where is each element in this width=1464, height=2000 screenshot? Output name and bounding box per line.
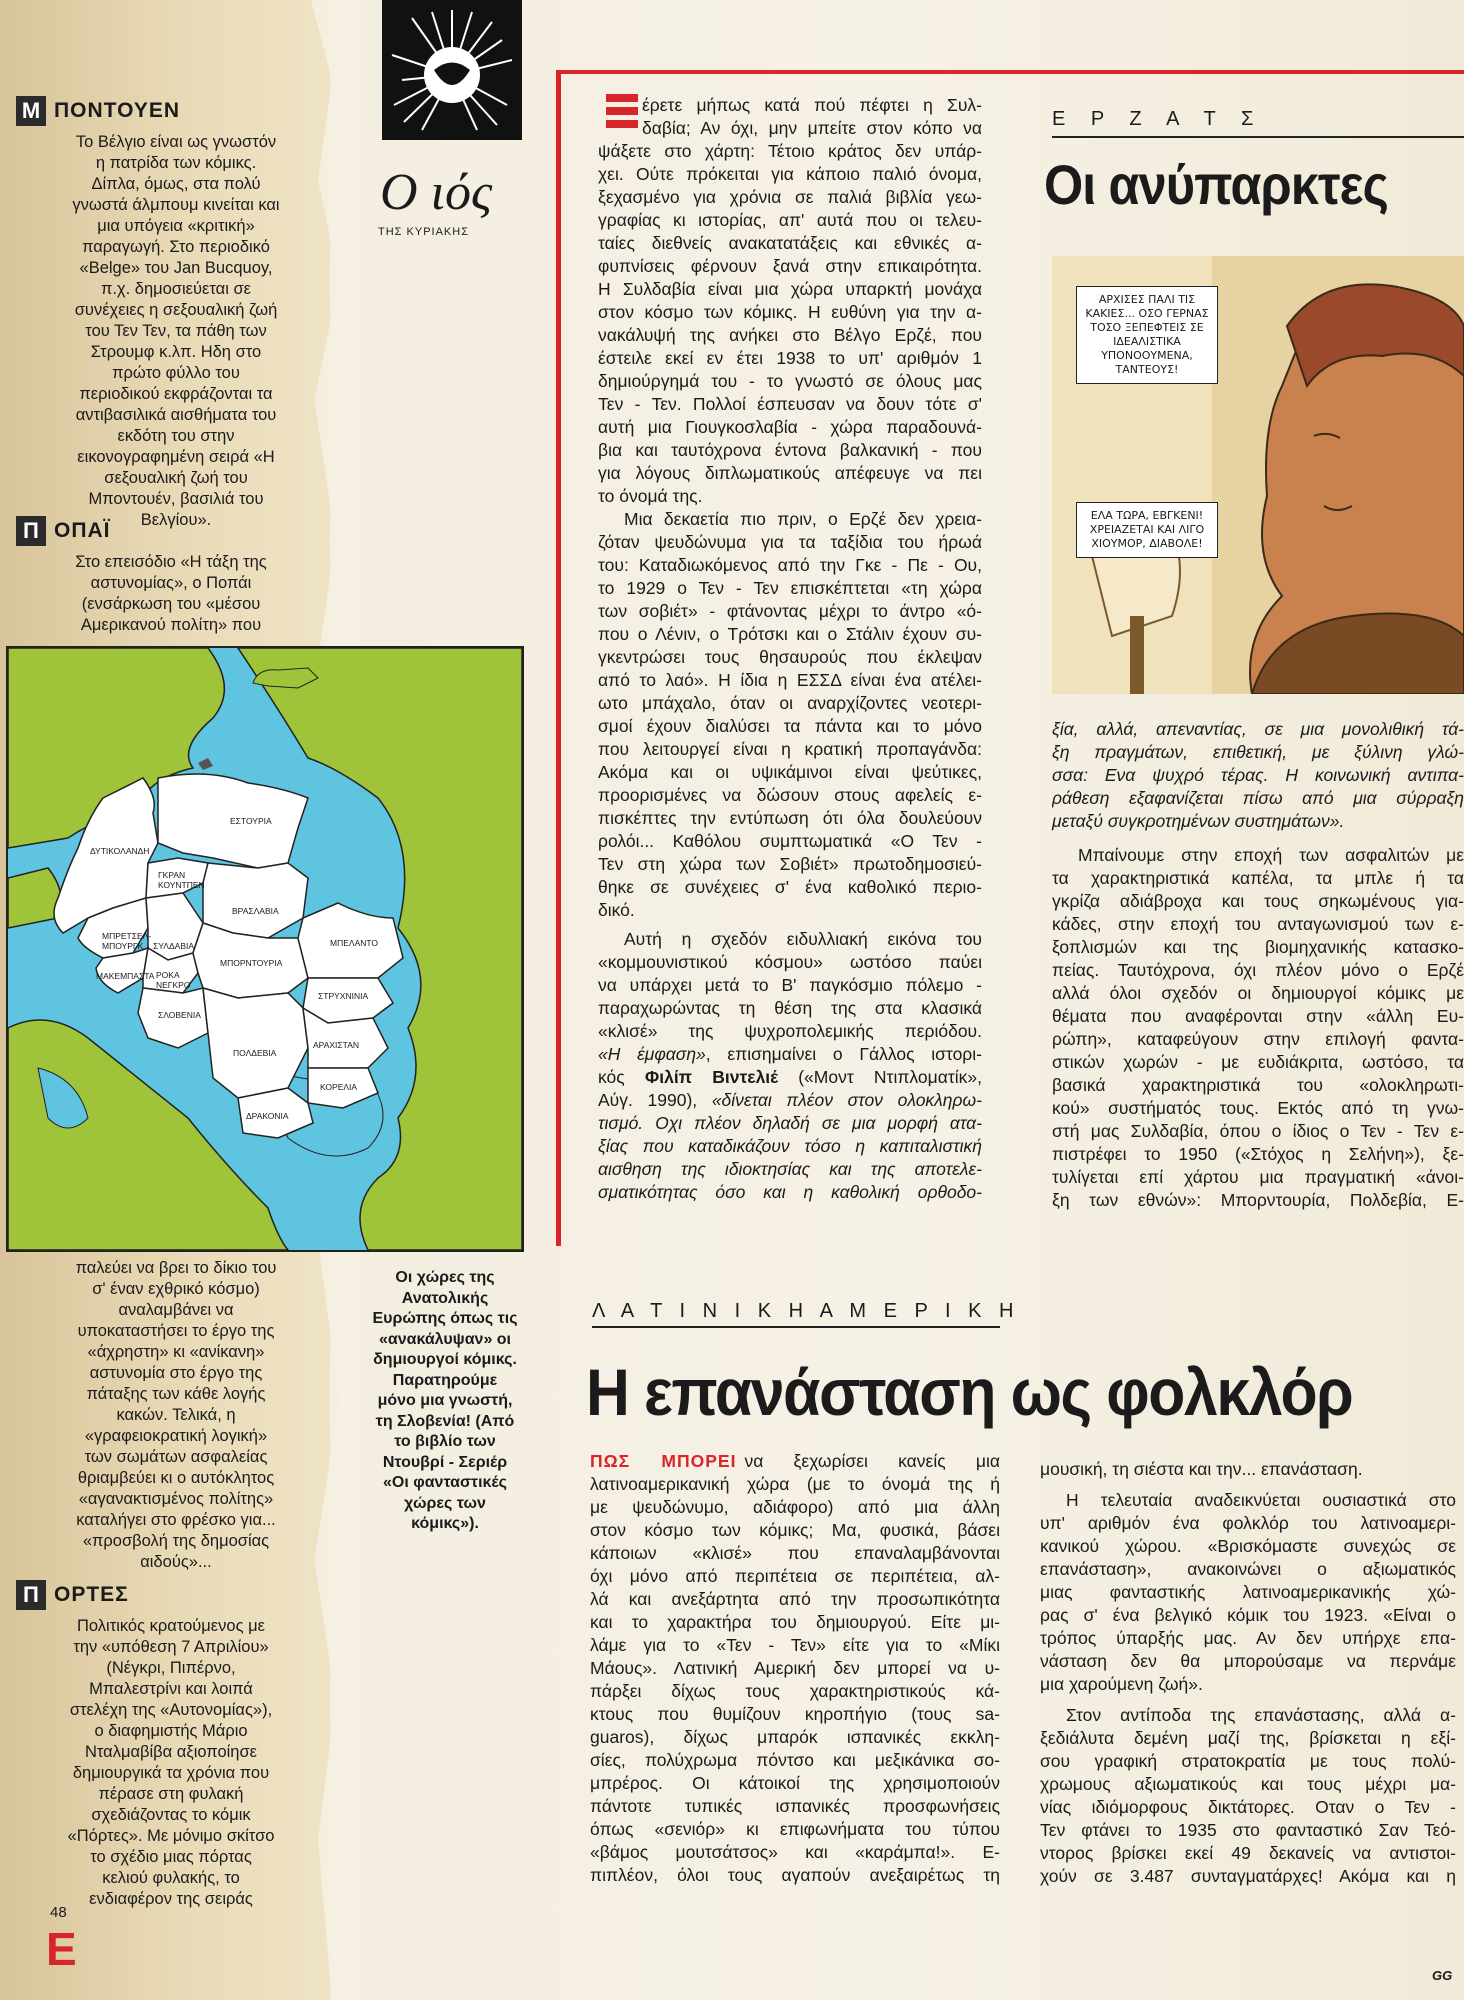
text-line: σματικότητας όσο και η καθολική ορθοδο-	[598, 1182, 982, 1202]
left-section-ponto	[16, 96, 306, 531]
text-line: θηκε σε συνέχειες σ' ένα καθολικό περιο-	[598, 877, 982, 897]
quote-line	[598, 1089, 982, 1112]
map-label: ΚΟΡΕΛΙΑ	[320, 1082, 358, 1092]
text-line: λά και ανεξάρτητα από την προσωπικότητα	[590, 1589, 1000, 1609]
text-line: νάσταση δεν θα μπορούσαμε να περνάμε	[1040, 1651, 1456, 1671]
text-line: π.χ. δημοσιεύεται σε	[100, 280, 252, 298]
caption-line: Παρατηρούμε	[392, 1371, 498, 1389]
section-initial: Π	[16, 516, 46, 546]
text-line: πισκέπτες την εντύπωση ότι όλα δουλεύουν	[598, 808, 982, 828]
text-line: για λόγους διπλωματικούς απέφευγε να πει	[598, 463, 982, 483]
text-line: Μάους». Λατινική Αμερική δεν μπορεί να υ-	[590, 1658, 1000, 1678]
text-line: ξία, αλλά, απεναντίας, σε μια μονολιθική τά-	[1052, 719, 1464, 739]
text-line: επανάσταση», ανακοινώνει ο αξιωματικός	[1040, 1559, 1456, 1579]
kicker-rule	[1052, 136, 1464, 138]
text-line: χει. Ούτε πρόκειται για κάποιο παλιό όνομα,	[598, 164, 982, 184]
quote-text: Αύγ. 1990),	[598, 1090, 712, 1110]
text-line: ενδιαφέρον της σειράς	[89, 1890, 253, 1908]
text-line: στελέχη της «Αυτονομίας»),	[69, 1701, 273, 1719]
text-line: όχι μόνο από περιπέτεια σε περιπέτεια, αλ-	[590, 1566, 1000, 1586]
text-line: Στο επεισόδιο «Η τάξη της	[75, 553, 267, 571]
text-line: προορισμένες να δώσουν στους αφελείς ε-	[598, 785, 982, 805]
text-line: πείας. Ταυτόχρονα, όχι πλέον μόνο ο Ερζέ	[1052, 960, 1464, 980]
text-line: βια και ταυτόχρονα έντονα βαλκανική - που	[598, 440, 982, 460]
quote-line	[598, 1066, 982, 1089]
text-line: Μια δεκαετία πιο πριν, ο Ερζέ δεν χρεια-	[624, 509, 982, 529]
text-line: κακών. Τελικά, η	[116, 1406, 236, 1424]
text-line: Τεν στη χώρα των Σοβιέτ» πρωτοδημοσιεύ-	[598, 854, 982, 874]
left-section-opai	[16, 516, 306, 636]
text-line: νίας ιδιόμορφους δικτάτορες. Οταν ο Τεν -	[1040, 1797, 1456, 1817]
text-line: «βάμος μουτσάτσος» και «καράμπα!». Ε-	[590, 1842, 1000, 1862]
text-line: έρετε μήπως κατά πού πέφτει η Συλ-	[642, 95, 982, 115]
text-line: πάταξης των κάθε λογής	[86, 1385, 266, 1403]
text-line: αστυνομίας», ο Ποπάι	[90, 574, 252, 592]
text-line: ρας σ' ένα βελγικό κόμικ του 1923. «Είναι ο	[1040, 1605, 1456, 1625]
text-line: πρώτο φύλλο του	[112, 364, 240, 382]
left-section-portes	[16, 1580, 306, 1910]
text-line: το όνομά της.	[598, 486, 703, 506]
lead-in: ΠΩΣ ΜΠΟΡΕΙ	[590, 1451, 737, 1471]
text-line: την «υπόθεση 7 Απριλίου»	[73, 1638, 269, 1656]
text-line: έστειλε εκεί εν έτει 1938 το υπ' αριθμόν 1	[598, 348, 982, 368]
text-line: ρολόι... Καθόλου συμπτωματικά «Ο Τεν -	[598, 831, 982, 851]
text-line: μπρέρος. Οι κάτοικοί της χρησιμοποιούν	[590, 1773, 1000, 1793]
text-line: μιας φανταστικής λατινοαμερικανικής χώ-	[1040, 1582, 1456, 1602]
map-label: ΕΣΤΟΥΡΙΑ	[230, 816, 272, 826]
text-line: αναλαμβάνει να	[118, 1301, 234, 1319]
map-graphic	[8, 648, 522, 1250]
quote-text: «Η έμφαση»	[598, 1044, 706, 1064]
text-line: γραφίας κι ιστορίας, απ' αυτά που οι τελευ-	[598, 210, 982, 230]
text-line: καταλήγει στο φρέσκο για...	[76, 1511, 276, 1529]
text-line: Στρουμφ κ.λπ. Ηδη στο	[90, 343, 262, 361]
magazine-letter: Ε	[46, 1923, 77, 1975]
map-label: ΠΟΛΔΕΒΙΑ	[233, 1048, 277, 1058]
text-line: σμοί έχουν διαλύσει τα πάντα και το μόνο	[598, 716, 982, 736]
map-label: ΜΑΚΕΜΠΑΣΤΑ	[96, 971, 155, 981]
text-line: να ξεχωρίσει κανείς μια	[744, 1451, 1000, 1471]
quote-line	[598, 1043, 982, 1066]
text-line: κελιού φυλακής, το	[102, 1869, 240, 1887]
section-text	[16, 1616, 306, 1910]
text-line: Μποντουέν, βασιλιά του	[88, 490, 264, 508]
caption-line: δημιουργοί κόμικς.	[373, 1351, 517, 1368]
text-line: σεξουαλική ζωή του	[104, 469, 248, 487]
text-line: θριαμβεύει κι ο αυτόκλητος	[77, 1469, 275, 1487]
text-line: Βελγίου».	[140, 511, 212, 529]
text-line: μια υπόγεια «κριτική»	[97, 217, 255, 235]
virus-icon	[382, 0, 522, 140]
text-line: παραγωγή. Στο περιοδικό	[82, 238, 270, 256]
text-line: γκρίζα αδιάβροχα και τους σηκωμένους για-	[1052, 891, 1464, 911]
frame-left-rule	[556, 70, 561, 1246]
article3-kicker: Λ Α Τ Ι Ν Ι Κ Η Α Μ Ε Ρ Ι Κ Η	[592, 1300, 1020, 1322]
text-line: πιστρέφει το 1950 («Στόχος η Σελήνη»), ξε-	[1052, 1144, 1464, 1164]
text-line: σ' έναν εχθρικό κόσμο)	[92, 1280, 260, 1298]
text-line: από το λαό». Η ίδια η ΕΣΣΔ είναι ένα ατέλει-	[598, 670, 982, 690]
text-line: να υπάρχει μετά το Β' παγκόσμιο πόλεμο -	[598, 975, 982, 995]
section-initial: Μ	[16, 96, 46, 126]
text-line: συνέχειες η σεξουαλική ζωή	[74, 301, 278, 319]
text-line: σίες, πολύχρωμα πόντσο και μεξικάνικα σο-	[590, 1750, 1000, 1770]
section-text	[16, 552, 306, 636]
text-line: Αυτή η σχεδόν ειδυλλιακή εικόνα του	[624, 929, 982, 949]
section-initial: Π	[16, 1580, 46, 1610]
text-line: δικό.	[598, 900, 635, 920]
caption-line: Ντουβρί - Σεριέρ	[382, 1453, 508, 1471]
text-line: που ο Λένιν, ο Τρότσκι και ο Στάλιν έχουν συ-	[598, 624, 982, 644]
logo-subtitle: ΤΗΣ ΚΥΡΙΑΚΗΣ	[378, 226, 470, 238]
text-line: στον κόσμο των κόμικς. Η ευθύνη για την α-	[598, 302, 982, 322]
logo-title: Ο ιός	[380, 164, 493, 221]
caption-line: τη Σλοβενία! (Από	[375, 1412, 515, 1430]
map-label: ΜΠΡΕΤΣΕΛ-ΜΠΟΥΡΓΚ	[102, 931, 152, 951]
article3-column2	[1040, 1458, 1456, 1888]
map-label: ΓΚΡΑΝ ΚΟΥΝΤΠΕΝ	[158, 870, 205, 890]
map-label: ΑΡΑΧΙΣΤΑΝ	[313, 1040, 360, 1050]
text-line: κού» συστήματός τους. Εκτός από τη γνω-	[1052, 1098, 1464, 1118]
caption-line: Ευρώπης όπως τις	[372, 1310, 518, 1327]
text-line: «άχρηστη» κι «ανίκανη»	[87, 1343, 265, 1361]
kicker-rule	[592, 1326, 1000, 1328]
text-line: σου γραφική στρατοκρατία με τους πολύ-	[1040, 1751, 1456, 1771]
text-line: περιοδικού εκφράζονται τα	[79, 385, 273, 403]
text-line: guaros), δίχως μπαρόκ ισπανικές εκκλη-	[590, 1727, 1000, 1747]
map-label: ΔΡΑΚΟΝΙΑ	[246, 1111, 289, 1121]
text-line: ζόταν ψευδώνυμα για τα ταξίδια του ήρωά	[598, 532, 982, 552]
text-line: και το χαρακτήρα του δημιουργού. Είτε μι-	[590, 1612, 1000, 1632]
map-label: ΔΥΤΙΚΟΛΑΝΔΗ	[90, 846, 150, 856]
text-line: «Belge» του Jan Bucquoy,	[79, 259, 273, 277]
article2-body	[1052, 844, 1464, 1212]
text-line: το 1929 ο Τεν - Τεν επισκέπτεται «τη χώρα	[598, 578, 982, 598]
text-line: (ενσάρκωση του «μέσου	[81, 595, 261, 613]
article3-column1	[590, 1450, 1000, 1887]
text-line: αντιβασιλικά αισθήματα του	[75, 406, 277, 424]
text-line: Πολιτικός κρατούμενος με	[77, 1617, 265, 1635]
caption-line: χώρες των	[404, 1494, 486, 1512]
text-line: του: Καταδιωκόμενος από την Γκε - Πε - Ου,	[598, 555, 982, 575]
map-label: ΜΠΕΛΑΝΤΟ	[330, 938, 379, 948]
article2-kicker: Ε Ρ Ζ Α Τ Σ	[1052, 108, 1264, 130]
virus-logo	[382, 0, 522, 140]
text-line: σσα: Ενα ψυχρό τέρας. Η κοινωνική αντιπα-	[1052, 765, 1464, 785]
text-line: Η Συλδαβία είναι μια χώρα υπαρκτή μονάχα	[598, 279, 982, 299]
text-line: εικονογραφημένη σειρά «Η	[77, 448, 275, 466]
text-line: κάδες, στην εποχή του ανταγωνισμού των ε-	[1052, 914, 1464, 934]
map-label: ΣΤΡΥΧΝΙΝΙΑ	[318, 991, 369, 1001]
section-text	[16, 132, 306, 531]
text-line: που λειτουργεί είναι η κρατική προπαγάνδα:	[598, 739, 982, 759]
map-label: ΣΥΛΔΑΒΙΑ	[153, 941, 195, 951]
map-caption	[355, 1268, 535, 1535]
text-line: ψάξετε στο χάρτη: Τέτοιο κράτος δεν υπάρ-	[598, 141, 982, 161]
text-line: Τεν φτάνει το 1935 στο φανταστικό Σαν Τεό-	[1040, 1820, 1456, 1840]
text-line: μουσική, τη σιέστα και την... επανάσταση.	[1040, 1459, 1363, 1479]
text-line: των σοβιέτ» - φτάνοντας μέχρι το άντρο «ό-	[598, 601, 982, 621]
text-line: ξίας που καταδικάζουν τόσο η καπιταλιστική	[598, 1136, 982, 1156]
text-line: «αγανακτισμένος πολίτης»	[78, 1490, 274, 1508]
text-line: Τεν - Τεν. Πολλοί έσπευσαν να δουν τότε σ'	[598, 394, 982, 414]
caption-line: Οι χώρες της	[395, 1269, 495, 1286]
article2-headline: Οι ανύπαρκτες	[1044, 153, 1388, 216]
text-line: κάποιων «κλισέ» που επαναλαμβάνονται	[590, 1543, 1000, 1563]
text-line: θέματα που αναφέρονται στην «άλλη Ευ-	[1052, 1006, 1464, 1026]
text-line: βασικά χαρακτηριστικά του «ολοκληρωτι-	[1052, 1075, 1464, 1095]
text-line: παραχωρώντας τη θέση της στα κλασικά	[598, 998, 982, 1018]
text-line: μεταξύ συγκροτημένων συστημάτων».	[1052, 811, 1345, 831]
text-line: πιπλέον, όλοι τους αγαπούν ανεξαιρέτως τη	[590, 1865, 1000, 1885]
text-line: τυλίγεται επί χάρτου μια πραγματική «άνοι-	[1052, 1167, 1464, 1187]
text-line: στικών χωρών - με ευδιάκριτα, ωστόσο, τα	[1052, 1052, 1464, 1072]
text-line: Το Βέλγιο είναι ως γνωστόν	[75, 133, 277, 151]
text-line: ξοπλισμών και της βιομηχανικής κατασκο-	[1052, 937, 1464, 957]
quote-text: , επισημαίνει ο Γάλλος ιστορι-	[705, 1044, 982, 1064]
text-line: χούν σε 3.487 συνταγματάρχες! Ακόμα και η	[1040, 1866, 1456, 1886]
text-line: μια χαρούμενη ζωή».	[1040, 1674, 1203, 1694]
person-name: Φιλίπ Βιντελιέ	[644, 1067, 779, 1087]
text-line: ξη των εθνών»: Μπορντουρία, Πολδεβία, Ε-	[1052, 1190, 1464, 1210]
text-line: πέρασε στη φυλακή	[98, 1785, 244, 1803]
text-line: Δίπλα, όμως, στα πολύ	[91, 175, 261, 193]
map-label: ΜΠΟΡΝΤΟΥΡΙΑ	[220, 958, 283, 968]
text-line: τα χαρακτηριστικά καπέλα, τα μπλε ή τα	[1052, 868, 1464, 888]
text-line: Στον αντίποδα της επανάστασης, αλλά α-	[1066, 1705, 1456, 1725]
text-line: δαβία; Αν όχι, μην μπείτε στον κόπο να	[642, 118, 982, 138]
text-line: ξη πραγμάτων, επιθετική, με ξύλινη γλώ-	[1052, 742, 1464, 762]
map-label: ΣΛΟΒΕΝΙΑ	[158, 1010, 201, 1020]
text-line: κανικού χώρου. «Βρισκόμαστε συνεχώς σε	[1040, 1536, 1456, 1556]
text-line: «κλισέ» της ψυχροπολεμικής περιόδου.	[598, 1021, 982, 1041]
section-heading: ΠΟΝΤΟΥΕΝ	[54, 99, 181, 122]
text-line: ο διαφημιστής Μάριο	[94, 1722, 248, 1740]
text-line: «προσβολή της δημοσίας	[82, 1532, 270, 1550]
text-line: πάρξει δίχως τους χαρακτηριστικούς κά-	[590, 1681, 1000, 1701]
europe-map	[6, 646, 524, 1252]
text-line: εκδότη του στην	[117, 427, 235, 445]
article1-body	[598, 94, 982, 1204]
text-line: πάντοτε τυπικές ισπανικές προσφωνήσεις	[590, 1796, 1000, 1816]
text-line: χρωμους αξιωματικούς και τους μέχρι μα-	[1040, 1774, 1456, 1794]
watermark: GG	[1432, 1968, 1453, 1983]
text-line: δημιούργημά του - το γνωστό σε όλους μας	[598, 371, 982, 391]
text-line: του Τεν Τεν, τα πάθη των	[85, 322, 267, 340]
article3-headline: Η επανάσταση ως φολκλόρ	[586, 1355, 1353, 1429]
text-line: η πατρίδα των κόμικς.	[95, 154, 257, 172]
text-line: Ακόμα και οι υψικάμινοι είναι ψεύτικες,	[598, 762, 982, 782]
text-line: (Νέγκρι, Πιπέρνο,	[106, 1659, 236, 1677]
caption-line: το βιβλίο των	[394, 1433, 496, 1450]
text-line: ωτο μπάχαλο, όταν οι αναρχίζοντες νεοτερι-	[598, 693, 982, 713]
text-line: λατινοαμερικανική χώρα (με το όνομά της ή	[590, 1474, 1000, 1494]
quote-text: κός	[598, 1067, 645, 1087]
lead-line	[590, 1450, 1000, 1473]
map-label: ΒΡΑΣΛΑΒΙΑ	[232, 906, 279, 916]
text-line: το σχέδιο μιας πόρτας	[90, 1848, 252, 1866]
text-line: Μπαίνουμε στην εποχή των ασφαλιτών με	[1078, 845, 1464, 865]
text-line: «Πόρτες». Με μόνιμο σκίτσο	[67, 1827, 275, 1845]
text-line: στή μας Συλδαβία, όπου ο ίδιος ο Τεν - Τεν ε-	[1052, 1121, 1464, 1141]
text-line: ξεχασμένο για χρόνια σε παλιά βιβλία γεω-	[598, 187, 982, 207]
text-line: υπ' αριθμόν ένα φολκλόρ του λατινοαμερι-	[1040, 1513, 1456, 1533]
text-line: τισμό. Οχι πλέον δηλαδή σε μια μορφή ατα-	[598, 1113, 982, 1133]
map-label: ΡΟΚΑ ΝΕΓΚΡΟ	[156, 970, 191, 990]
text-line: ντορος βρίσκει εκεί 49 δεκανείς να αντιστοι-	[1040, 1843, 1456, 1863]
section-heading: ΟΠΑΪ	[54, 519, 111, 542]
section-heading: ΟΡΤΕΣ	[54, 1583, 129, 1606]
text-line: λάμε για το «Τεν - Τεν» είτε για το «Μίκι	[590, 1635, 1000, 1655]
text-line: ταίες διεθνείς ανακατατάξεις και εθνικές α-	[598, 233, 982, 253]
text-line: δημιουργικά τα χρόνια που	[72, 1764, 270, 1782]
text-line: Μπαλεστρίνι και λοιπά	[89, 1680, 253, 1698]
text-line: ρώπη», καταφεύγουν στην επιλογή φαντα-	[1052, 1029, 1464, 1049]
left-section-opai-continued	[16, 1258, 316, 1573]
text-line: αυτή μια Γιουγκοσλαβία - χώρα παραδουνά-	[598, 417, 982, 437]
text-line: σχεδιάζοντας το κόμικ	[91, 1806, 251, 1824]
caption-line: Ανατολικής	[401, 1289, 489, 1307]
quote-text: («Μοντ Ντιπλοματίκ»,	[778, 1067, 982, 1087]
text-line: αισθηση της ιδιοκτησίας και της αποτελε-	[598, 1159, 982, 1179]
text-line: τρόπος ύπαρξής μας. Αν δεν υπήρχε επα-	[1040, 1628, 1456, 1648]
text-line: Η τελευταία αναδεικνύεται ουσιαστικά στο	[1066, 1490, 1456, 1510]
comic-panel	[1052, 256, 1464, 694]
page-number: 48	[50, 1904, 67, 1921]
text-line: «κομμουνιστικού κόσμου» ωστόσο παύει	[598, 952, 982, 972]
text-line: στον κόσμο των κόμικς; Μα, φυσικά, βάσει	[590, 1520, 1000, 1540]
text-line: γκεντρώσει τους θησαυρούς που έκλεψαν	[598, 647, 982, 667]
text-line: όπως «σενιόρ» κι επιφωνήματα του τύπου	[590, 1819, 1000, 1839]
text-line: αλλά όλοι σχεδόν οι δημιουργοί κόμικς με	[1052, 983, 1464, 1003]
text-line: Νταλμαβίβα αξιοποίησε	[84, 1743, 258, 1761]
text-line: των σωμάτων ασφαλείας	[84, 1448, 268, 1466]
section-text	[16, 1258, 316, 1573]
text-line: νακάλυψή της ανήκει στο Βέλγο Ερζέ, που	[598, 325, 982, 345]
quote-text: «δίνεται πλέον στον ολοκληρω-	[711, 1090, 982, 1110]
text-line: «γραφειοκρατική λογική»	[84, 1427, 268, 1445]
text-line: αιδούς»...	[140, 1553, 212, 1571]
text-line: κτους που θυμίζουν κηροπήγιο (τους sa-	[590, 1704, 1000, 1724]
caption-line: κόμικς»).	[411, 1515, 479, 1532]
speech-bubble: ΕΛΑ ΤΩΡΑ, ΕΒΓΚΕΝΙ! ΧΡΕΙΑΖΕΤΑΙ ΚΑΙ ΛΙΓΟ ΧΙΟΥΜΟΡ, ΔΙΑΒΟΛΕ!	[1076, 502, 1218, 558]
text-line: ράθεση εξαφανίζεται πίσω από μια σύρραξη	[1052, 788, 1464, 808]
text-line: Αμερικανού πολίτη» που	[80, 616, 262, 634]
text-line: υποκαταστήσει το έργο της	[77, 1322, 275, 1340]
caption-line: μόνο μια γνωστή,	[377, 1392, 513, 1409]
frame-top-rule	[556, 70, 1464, 74]
text-line: παλεύει να βρει το δίκιο του	[75, 1259, 277, 1277]
caption-line: «Οι φανταστικές	[383, 1474, 507, 1491]
text-line: ξεδιάλυτα δεμένη μαζί της, βρίσκεται η εξί-	[1040, 1728, 1456, 1748]
text-line: με ψευδώνυμο, αδιάφορο) από μια άλλη	[590, 1497, 1000, 1517]
speech-bubble: ΑΡΧΙΣΕΣ ΠΑΛΙ ΤΙΣ ΚΑΚΙΕΣ... ΟΣΟ ΓΕΡΝΑΣ ΤΟΣΟ ΞΕΠΕΦΤΕΙΣ ΣΕ ΙΔΕΑΛΙΣΤΙΚΑ ΥΠΟΝΟΟΥΜΕΝΑ, ΤΑΝΤΕΟΥΣ!	[1076, 286, 1218, 384]
caption-line: «ανακάλυψαν» οι	[378, 1330, 511, 1348]
article2-italic-text	[1052, 718, 1464, 833]
text-line: φυπνίσεις φέρνουν ξανά στην επικαιρότητα.	[598, 256, 982, 276]
text-line: γνωστά άλμπουμ κινείται και	[72, 196, 280, 214]
text-line: αστυνομία στο έργο της	[89, 1364, 263, 1382]
